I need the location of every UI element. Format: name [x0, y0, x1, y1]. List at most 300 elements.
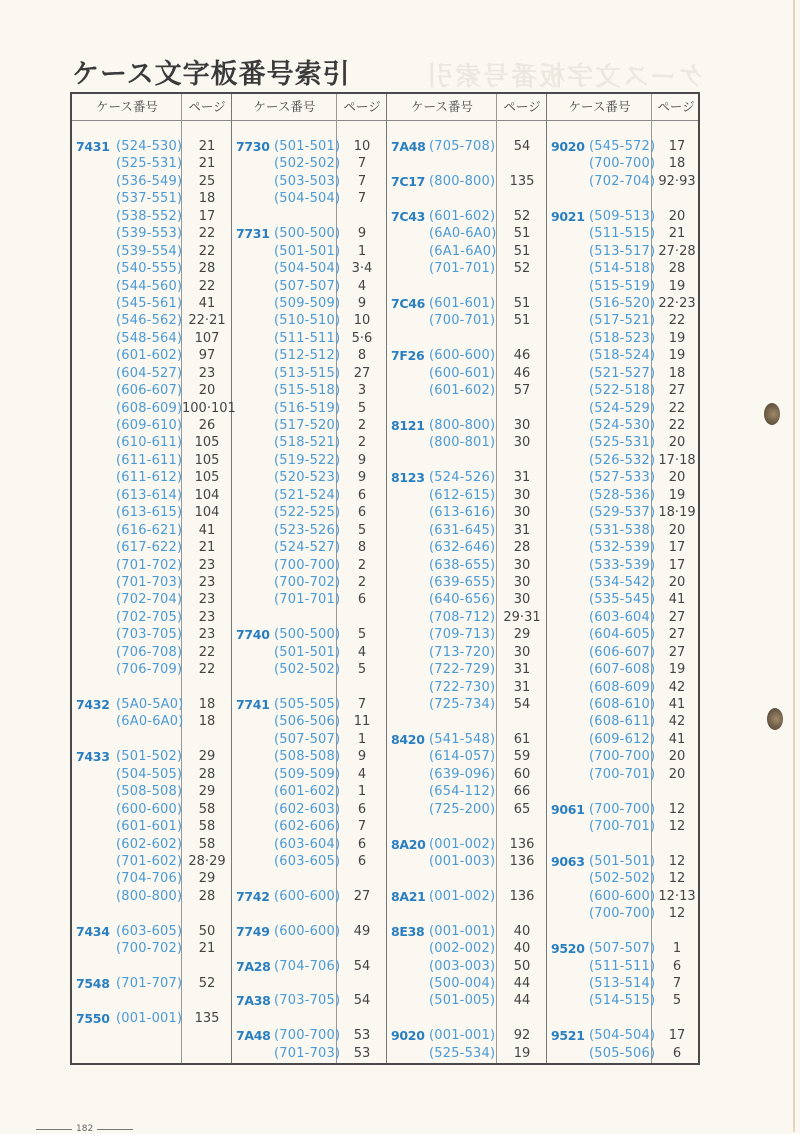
- table-row: [547, 243, 702, 260]
- page-reference: 5: [672, 993, 682, 1009]
- page-reference: 42: [668, 679, 686, 695]
- page-reference: 21: [198, 156, 216, 172]
- page-reference: 21: [198, 941, 216, 957]
- dial-code: (504-504): [274, 261, 341, 277]
- dial-code: (502-502): [589, 871, 656, 887]
- table-row: [387, 295, 547, 312]
- page-reference: 10: [353, 139, 371, 154]
- dial-code: (525-531): [589, 435, 656, 451]
- dial-code: (508-508): [274, 749, 341, 765]
- dial-code: (705-708): [429, 139, 496, 154]
- table-row: [72, 504, 232, 521]
- dial-code: (606-607): [589, 644, 656, 660]
- page-reference: 20: [198, 383, 216, 399]
- page-reference: 5: [357, 627, 367, 643]
- dial-code: (539-553): [116, 226, 183, 242]
- dial-code: (704-706): [274, 958, 341, 974]
- table-row: [387, 1045, 547, 1062]
- page-reference: 23: [198, 574, 216, 590]
- table-row: [387, 975, 547, 992]
- dial-code: (702-704): [589, 173, 656, 189]
- table-row: [232, 748, 387, 765]
- page-reference: 31: [513, 662, 531, 678]
- page-reference: 20: [668, 749, 686, 765]
- dial-code: (603-604): [589, 609, 656, 625]
- table-row: [387, 731, 547, 748]
- page-reference: 17: [668, 540, 686, 556]
- dial-code: (639-655): [429, 574, 496, 590]
- table-row: [547, 347, 702, 364]
- page-reference: 31: [513, 522, 531, 538]
- table-row: [232, 260, 387, 277]
- dial-code: (603-604): [274, 836, 341, 852]
- dial-code: (709-713): [429, 627, 496, 643]
- table-row: [232, 365, 387, 382]
- dial-code: (701-703): [274, 1045, 341, 1061]
- page-reference: 30: [513, 418, 531, 433]
- dial-code: (502-502): [274, 156, 341, 172]
- header-page-2: ページ: [343, 99, 381, 114]
- page-reference: 107: [194, 330, 220, 346]
- page-reference: 104: [194, 487, 220, 503]
- table-row: [547, 853, 702, 870]
- case-dial-index-table: [70, 92, 700, 1065]
- dial-code: (518-521): [274, 435, 341, 451]
- dial-code: (701-702): [116, 557, 183, 573]
- dial-code: (700-700): [589, 906, 656, 922]
- dial-code: (001-003): [429, 853, 496, 869]
- page-reference: 19: [668, 348, 686, 364]
- page-reference: 6: [357, 487, 367, 503]
- group-spacer: [72, 992, 232, 1009]
- page-reference: 30: [513, 487, 531, 503]
- table-row: [72, 801, 232, 818]
- group-spacer: [232, 679, 387, 696]
- page-reference: 23: [198, 609, 216, 625]
- page-reference: 27: [353, 888, 371, 904]
- table-row: [72, 382, 232, 399]
- table-row: [387, 940, 547, 957]
- table-row: [387, 591, 547, 608]
- table-row: [232, 400, 387, 417]
- table-row: [387, 504, 547, 521]
- case-model-number: 7741: [236, 697, 270, 712]
- dial-code: (504-505): [116, 766, 183, 782]
- page-reference: 135: [194, 1010, 220, 1026]
- page-reference: 29: [198, 749, 216, 765]
- page-reference: 4: [357, 766, 367, 782]
- table-row: [547, 312, 702, 329]
- dial-code: (700-701): [589, 766, 656, 782]
- dial-code: (539-554): [116, 243, 183, 259]
- dial-code: (514-518): [589, 261, 656, 277]
- dial-code: (700-701): [589, 819, 656, 835]
- table-row: [232, 1027, 387, 1044]
- table-row: [387, 853, 547, 870]
- dial-code: (608-610): [589, 697, 656, 712]
- page-reference: 18: [668, 156, 686, 172]
- table-row: [72, 278, 232, 295]
- dial-code: (509-509): [274, 766, 341, 782]
- case-model-number: 7C17: [391, 173, 426, 189]
- table-row: [232, 626, 387, 643]
- table-row: [547, 469, 702, 486]
- page-reference: 30: [513, 644, 531, 660]
- table-row: [232, 312, 387, 329]
- table-row: [547, 208, 702, 225]
- page-reference: 2: [357, 574, 367, 590]
- dial-code: (508-508): [116, 784, 183, 800]
- page-reference: 51: [513, 243, 531, 259]
- page-reference: 51: [513, 226, 531, 242]
- page-reference: 7: [672, 976, 682, 991]
- dial-code: (616-621): [116, 522, 183, 538]
- dial-code: (6A1-6A0): [429, 243, 497, 259]
- page-reference: 46: [513, 365, 531, 381]
- page-reference: 8: [357, 540, 367, 556]
- table-row: [547, 1027, 702, 1044]
- page-reference: 105: [194, 470, 220, 486]
- case-model-number: 7F26: [391, 348, 425, 364]
- page-reference: 54: [513, 139, 531, 154]
- dial-code: (510-510): [274, 313, 341, 329]
- table-row: [547, 818, 702, 835]
- page-reference: 1: [357, 731, 367, 747]
- table-row: [232, 644, 387, 661]
- dial-code: (518-523): [589, 330, 656, 346]
- table-row: [232, 731, 387, 748]
- dial-code: (604-605): [589, 627, 656, 643]
- table-row: [547, 591, 702, 608]
- dial-code: (001-002): [429, 836, 496, 852]
- table-row: [232, 330, 387, 347]
- dial-code: (511-511): [274, 330, 341, 346]
- dial-code: (528-536): [589, 487, 656, 503]
- page-reference: 61: [513, 731, 531, 747]
- table-row: [72, 766, 232, 783]
- dial-code: (524-529): [589, 400, 656, 416]
- index-column-3: [387, 138, 547, 1062]
- page-reference: 10: [353, 313, 371, 329]
- dial-code: (610-611): [116, 435, 183, 451]
- page-reference: 105: [194, 452, 220, 468]
- dial-code: (703-705): [274, 993, 341, 1009]
- table-row: [232, 818, 387, 835]
- table-row: [72, 155, 232, 172]
- dial-code: (654-112): [429, 784, 496, 800]
- table-row: [387, 138, 547, 155]
- page-reference: 57: [513, 383, 531, 399]
- page-reference: 17: [198, 208, 216, 224]
- dial-code: (613-615): [116, 505, 183, 521]
- page-reference: 136: [509, 836, 535, 852]
- table-row: [72, 522, 232, 539]
- dial-code: (700-702): [274, 574, 341, 590]
- page-reference: 6: [672, 1045, 682, 1061]
- table-row: [387, 661, 547, 678]
- table-row: [547, 434, 702, 451]
- case-model-number: 8121: [391, 418, 425, 433]
- page-reference: 18·19: [658, 505, 696, 521]
- dial-code: (501-501): [589, 853, 656, 869]
- group-spacer: [387, 190, 547, 207]
- page-reference: 29·31: [503, 609, 541, 625]
- page-reference: 19: [668, 662, 686, 678]
- table-row: [232, 522, 387, 539]
- table-row: [232, 992, 387, 1009]
- page-reference: 51: [513, 313, 531, 329]
- dial-code: (001-002): [429, 888, 496, 904]
- page-reference: 18: [198, 714, 216, 730]
- page-title: ケース文字板番号索引: [72, 59, 351, 90]
- page-reference: 136: [509, 888, 535, 904]
- table-row: [387, 888, 547, 905]
- table-row: [387, 626, 547, 643]
- table-row: [387, 679, 547, 696]
- page-reference: 12: [668, 853, 686, 869]
- table-row: [387, 574, 547, 591]
- table-row: [387, 1027, 547, 1044]
- page-reference: 42: [668, 714, 686, 730]
- page-reference: 9: [357, 295, 367, 311]
- table-row: [72, 923, 232, 940]
- header-case-number-3: ケース番号: [411, 99, 473, 114]
- header-case-number-2: ケース番号: [253, 99, 316, 114]
- page-reference: 92·93: [658, 173, 696, 189]
- case-model-number: 7A48: [236, 1028, 271, 1044]
- page-reference: 26: [198, 418, 216, 433]
- dial-code: (617-622): [116, 540, 183, 556]
- group-spacer: [232, 940, 387, 957]
- table-row: [72, 713, 232, 730]
- table-row: [547, 365, 702, 382]
- dial-code: (001-001): [429, 1028, 496, 1044]
- dial-code: (500-004): [429, 976, 496, 991]
- case-model-number: 8123: [391, 470, 425, 486]
- dial-code: (513-517): [589, 243, 656, 259]
- page-reference: 51: [513, 295, 531, 311]
- dial-code: (524-527): [274, 540, 341, 556]
- table-row: [232, 190, 387, 207]
- dial-code: (602-603): [274, 801, 341, 817]
- page-reference: 27·28: [658, 243, 696, 259]
- dial-code: (608-609): [116, 400, 183, 416]
- dial-code: (001-001): [116, 1010, 183, 1026]
- table-row: [387, 923, 547, 940]
- dial-code: (607-608): [589, 662, 656, 678]
- page-reference: 6: [357, 505, 367, 521]
- table-row: [547, 173, 702, 190]
- page-reference: 50: [513, 958, 531, 974]
- page-reference: 20: [668, 766, 686, 782]
- table-row: [72, 748, 232, 765]
- dial-code: (504-504): [589, 1028, 656, 1044]
- page-reference: 6: [357, 836, 367, 852]
- dial-code: (509-513): [589, 208, 656, 224]
- page-reference: 22: [198, 278, 216, 294]
- group-spacer: [387, 1010, 547, 1027]
- index-column-4: [547, 138, 702, 1062]
- dial-code: (700-700): [274, 1028, 341, 1044]
- dial-code: (708-712): [429, 609, 496, 625]
- dial-code: (514-515): [589, 993, 656, 1009]
- page-reference: 17·18: [658, 452, 696, 468]
- binder-hole: [764, 403, 780, 425]
- dial-code: (713-720): [429, 644, 496, 660]
- dial-code: (501-501): [274, 243, 341, 259]
- table-row: [387, 173, 547, 190]
- page-reference: 2: [357, 435, 367, 451]
- case-model-number: 8A20: [391, 836, 426, 852]
- page-reference: 18: [198, 191, 216, 207]
- table-row: [232, 504, 387, 521]
- table-row: [232, 539, 387, 556]
- page-reference: 12: [668, 801, 686, 817]
- dial-code: (639-096): [429, 766, 496, 782]
- table-row: [547, 452, 702, 469]
- table-row: [547, 278, 702, 295]
- dial-code: (003-003): [429, 958, 496, 974]
- page-reference: 30: [513, 557, 531, 573]
- group-spacer: [72, 905, 232, 922]
- page-reference: 20: [668, 435, 686, 451]
- page-reference: 31: [513, 679, 531, 695]
- table-row: [387, 347, 547, 364]
- table-row: [232, 713, 387, 730]
- dial-code: (800-800): [429, 173, 496, 189]
- page-reference: 30: [513, 505, 531, 521]
- page-reference: 30: [513, 592, 531, 608]
- page-reference: 58: [198, 801, 216, 817]
- page-reference: 12: [668, 906, 686, 922]
- table-row: [387, 644, 547, 661]
- page-reference: 3: [357, 383, 367, 399]
- page-reference: 50: [198, 923, 216, 939]
- table-row: [387, 766, 547, 783]
- dial-code: (524-530): [589, 418, 656, 433]
- table-row: [547, 539, 702, 556]
- dial-code: (608-609): [589, 679, 656, 695]
- table-row: [72, 591, 232, 608]
- table-row: [387, 417, 547, 434]
- page-reference: 4: [357, 644, 367, 660]
- page-reference: 27: [353, 365, 371, 381]
- dial-code: (534-542): [589, 574, 656, 590]
- case-model-number: 9521: [551, 1028, 585, 1044]
- dial-code: (602-606): [274, 819, 341, 835]
- page-reference: 20: [668, 574, 686, 590]
- page-reference: 28: [198, 766, 216, 782]
- group-spacer: [547, 783, 702, 800]
- page-reference: 58: [198, 836, 216, 852]
- table-row: [72, 400, 236, 417]
- table-row: [547, 661, 702, 678]
- dial-code: (611-611): [116, 452, 183, 468]
- page-reference: 3·4: [351, 261, 373, 277]
- page-reference: 59: [513, 749, 531, 765]
- dial-code: (503-503): [274, 173, 341, 189]
- page-reference: 44: [513, 976, 531, 991]
- case-model-number: 7749: [236, 923, 270, 939]
- dial-code: (613-616): [429, 505, 496, 521]
- page-reference: 40: [513, 923, 531, 939]
- table-row: [547, 260, 702, 277]
- page-reference: 2: [357, 418, 367, 433]
- binder-hole: [767, 708, 783, 730]
- table-row: [547, 713, 702, 730]
- table-row: [547, 801, 702, 818]
- page-reference: 19: [668, 487, 686, 503]
- page-reference: 25: [198, 173, 216, 189]
- page-reference: 28·29: [188, 853, 226, 869]
- page-reference: 31: [513, 470, 531, 486]
- page-reference: 21: [198, 540, 216, 556]
- dial-code: (518-524): [589, 348, 656, 364]
- dial-code: (600-600): [274, 888, 341, 904]
- group-spacer: [387, 330, 547, 347]
- table-row: [387, 260, 547, 277]
- table-row: [547, 870, 702, 887]
- table-row: [547, 766, 702, 783]
- table-row: [232, 801, 387, 818]
- table-row: [387, 312, 547, 329]
- table-row: [72, 487, 232, 504]
- table-row: [232, 452, 387, 469]
- page-reference: 29: [513, 627, 531, 643]
- page-reference: 22: [198, 662, 216, 678]
- dial-code: (523-526): [274, 522, 341, 538]
- table-row: [72, 417, 232, 434]
- dial-code: (522-525): [274, 505, 341, 521]
- table-row: [232, 469, 387, 486]
- table-row: [547, 609, 702, 626]
- dial-code: (601-601): [116, 819, 183, 835]
- dial-code: (500-500): [274, 627, 341, 643]
- group-spacer: [72, 958, 232, 975]
- page-reference: 11: [353, 714, 371, 730]
- page-reference: 7: [357, 697, 367, 712]
- group-spacer: [232, 905, 387, 922]
- page-reference: 41: [668, 697, 686, 712]
- table-row: [72, 260, 232, 277]
- table-row: [232, 958, 387, 975]
- table-row: [547, 1045, 702, 1062]
- table-row: [547, 557, 702, 574]
- page-reference: 6: [357, 592, 367, 608]
- index-column-1: [72, 138, 236, 1027]
- group-spacer: [232, 609, 387, 626]
- page-reference: 30: [513, 574, 531, 590]
- page-reference: 12: [668, 871, 686, 887]
- page-reference: 135: [509, 173, 535, 189]
- dial-code: (604-527): [116, 365, 183, 381]
- dial-code: (700-702): [116, 941, 183, 957]
- dial-code: (800-800): [116, 888, 183, 904]
- group-spacer: [547, 836, 702, 853]
- table-row: [72, 243, 232, 260]
- page-reference: 19: [668, 330, 686, 346]
- page-reference: 22: [198, 644, 216, 660]
- table-row: [547, 574, 702, 591]
- dial-code: (700-700): [274, 557, 341, 573]
- page-reference: 100·101: [182, 400, 236, 416]
- header-case-number-4: ケース番号: [568, 99, 631, 114]
- page-reference: 65: [513, 801, 531, 817]
- table-row: [387, 836, 547, 853]
- page-reference: 105: [194, 435, 220, 451]
- case-model-number: 7742: [236, 888, 270, 904]
- group-spacer: [232, 870, 387, 887]
